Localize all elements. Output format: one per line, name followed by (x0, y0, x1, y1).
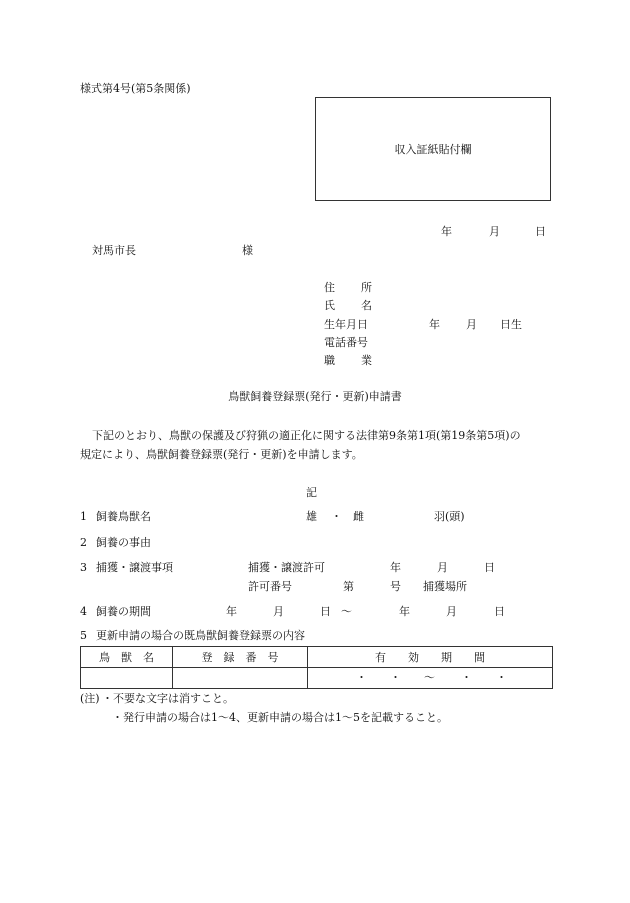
applicant-name-label (324, 299, 372, 313)
revenue-stamp-label: 収入証紙貼付欄 (394, 143, 472, 156)
item2-label: 飼養の事由 (96, 536, 151, 549)
revenue-stamp-box (315, 97, 551, 201)
occupation-label-char-2: 業 (361, 354, 372, 367)
item3-dai-label: 第 (343, 580, 354, 593)
notes-prefix: (注) (80, 692, 100, 705)
item3-year-label: 年 (390, 561, 401, 574)
item1-label: 飼養鳥獣名 (96, 510, 151, 523)
item4-start-month: 月 (273, 605, 284, 618)
item4-start-year: 年 (226, 605, 237, 618)
cell-registration-number[interactable] (173, 668, 308, 689)
table-row (81, 668, 553, 689)
item4-tilde: ～ (341, 605, 352, 618)
form-number: 様式第4号(第5条関係) (80, 82, 191, 95)
item3-permit-number-label: 許可番号 (248, 580, 292, 593)
item1-male: 雄 (306, 510, 317, 523)
item4-number: 4 (80, 605, 87, 618)
item1-separator: ・ (331, 510, 342, 523)
note-1: ・不要な文字は消すこと。 (102, 692, 234, 705)
item1-number: 1 (80, 510, 87, 523)
cell-animal-name[interactable] (81, 668, 173, 689)
item4-end-year: 年 (399, 605, 410, 618)
applicant-occupation-label (324, 354, 372, 368)
addressee-name: 対馬市長 (92, 244, 136, 257)
item3-permit-label: 捕獲・譲渡許可 (248, 561, 325, 574)
item4-end-month: 月 (446, 605, 457, 618)
item4-label: 飼養の期間 (96, 605, 151, 618)
applicant-phone-label: 電話番号 (324, 336, 368, 349)
validity-dot-2: ・ (390, 671, 401, 684)
validity-dot-4: ・ (496, 671, 507, 684)
item3-month-label: 月 (437, 561, 448, 574)
validity-dot-1: ・ (356, 671, 367, 684)
name-label-char-1: 氏 (324, 299, 361, 312)
date-day-label: 日 (535, 225, 546, 238)
item4-end-day: 日 (494, 605, 505, 618)
item1-unit: 羽(頭) (434, 510, 465, 523)
existing-registration-table (80, 646, 553, 689)
note-2: ・発行申請の場合は1～4、更新申請の場合は1～5を記載すること。 (112, 711, 448, 724)
address-label-char-1: 住 (324, 281, 361, 294)
table-header-row (81, 647, 553, 668)
item3-day-label: 日 (484, 561, 495, 574)
addressee-honorific: 様 (242, 244, 253, 257)
item1-female: 雌 (353, 510, 364, 523)
item2-number: 2 (80, 536, 87, 549)
item3-label: 捕獲・譲渡事項 (96, 561, 173, 574)
name-label-char-2: 名 (361, 299, 372, 312)
item5-number: 5 (80, 629, 87, 642)
address-label-char-2: 所 (361, 281, 372, 294)
applicant-birthdate-label: 生年月日 (324, 318, 368, 331)
applicant-address-label (324, 281, 372, 295)
item5-label: 更新申請の場合の既鳥獣飼養登録票の内容 (96, 629, 305, 642)
occupation-label-char-1: 職 (324, 354, 361, 367)
item3-place-label: 捕獲場所 (423, 580, 467, 593)
document-title: 鳥獣飼養登録票(発行・更新)申請書 (228, 390, 402, 403)
header-animal-name: 鳥 獣 名 (81, 647, 173, 668)
body-line-2: 規定により、鳥獣飼養登録票(発行・更新)を申請します。 (80, 448, 363, 461)
item4-start-day: 日 (320, 605, 331, 618)
header-registration-number: 登 録 番 号 (173, 647, 308, 668)
cell-validity-period[interactable] (308, 668, 553, 689)
item3-number: 3 (80, 561, 87, 574)
date-month-label: 月 (489, 225, 500, 238)
item3-go-label: 号 (390, 580, 401, 593)
birthdate-month-label: 月 (466, 318, 477, 331)
validity-tilde: ～ (424, 671, 435, 684)
validity-dot-3: ・ (461, 671, 472, 684)
birthdate-day-label: 日生 (500, 318, 522, 331)
header-validity-period: 有 効 期 間 (308, 647, 553, 668)
ki-heading: 記 (306, 486, 317, 499)
body-line-1: 下記のとおり、鳥獣の保護及び狩猟の適正化に関する法律第9条第1項(第19条第5項)の (92, 429, 521, 442)
birthdate-year-label: 年 (429, 318, 440, 331)
date-year-label: 年 (441, 225, 452, 238)
